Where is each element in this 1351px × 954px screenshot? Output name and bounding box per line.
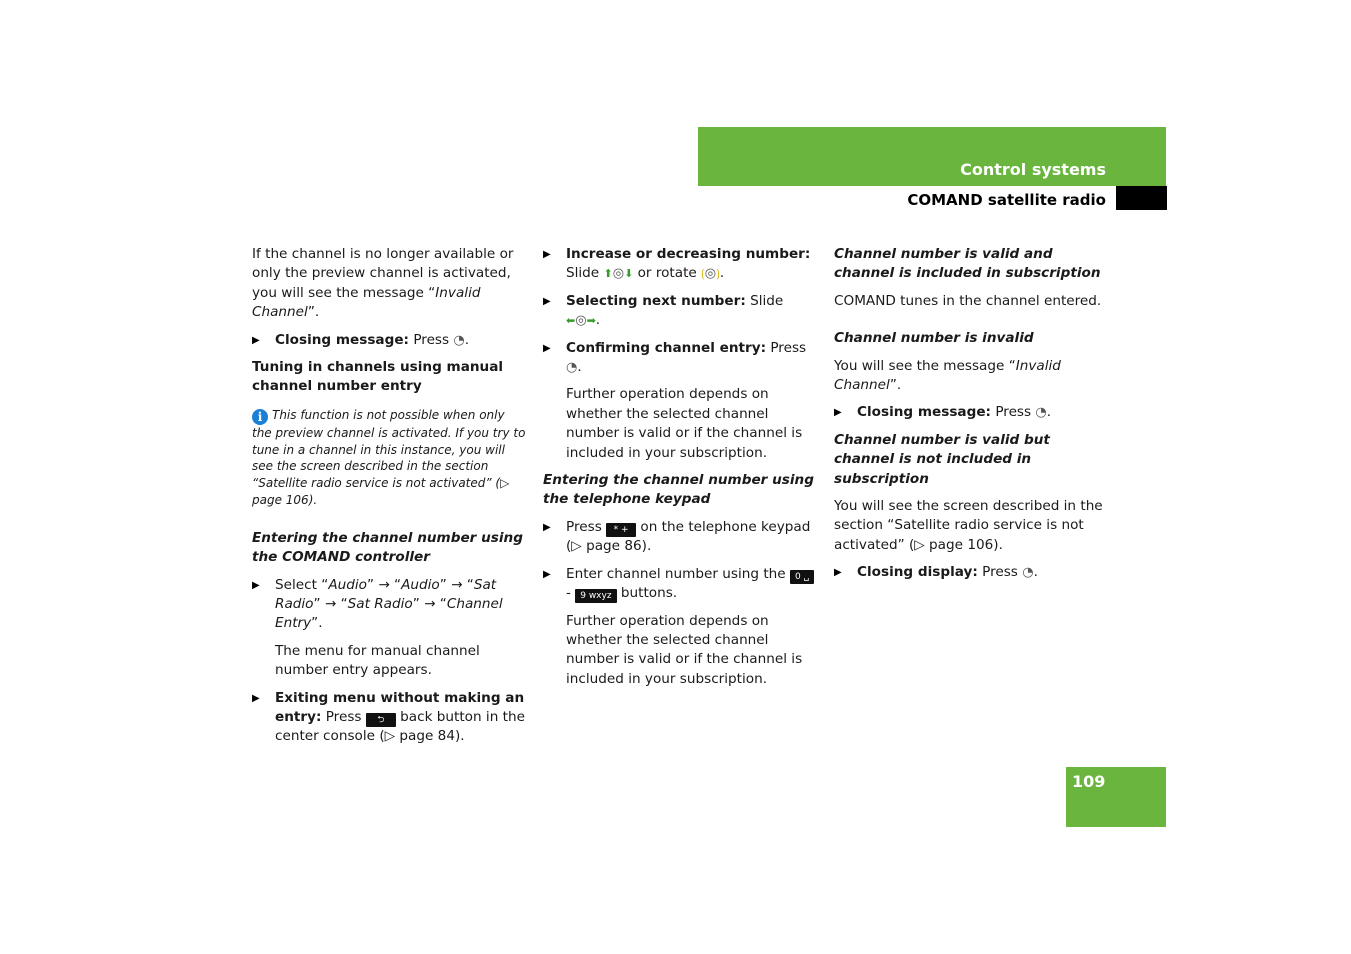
info-note: i This function is not possible when only the preview channel is activated. If you try to tune in a channel in this instance, you will see the screen described in the section “Satellite radio service is not activated” (▷ page 106). [252,407,526,508]
key-9-icon: 9 wxyz [575,589,616,603]
paragraph-indented: Further operation depends on whether the selected channel number is valid or if the channel is included in your subscription. [566,386,803,461]
column-1 [252,245,527,755]
header-marker [1116,186,1167,210]
bullet-enter-number: ▶ Enter channel number using the 0 ␣ - 9 wxyz buttons. [543,565,818,604]
section-title: Control systems [960,160,1106,179]
controller-press-icon: ◔ [1022,565,1034,581]
bullet-confirm-entry: ▶ Confirming channel entry: Press ◔. [543,339,818,378]
bullet-closing-message: ▶ Closing message: Press ◔. [252,331,527,350]
info-icon: i [252,409,268,425]
subheading-italic: Channel number is invalid [834,330,1034,347]
column-2 [543,245,818,697]
column-3 [834,245,1109,591]
section-subtitle: COMAND satellite radio [907,191,1106,209]
rotate-icon: ⟯ [716,267,720,281]
paragraph-indented: The menu for manual channel number entry appears. [275,642,480,679]
controller-press-icon: ◔ [453,332,465,348]
star-key-icon: * + [606,523,636,537]
controller-press-icon: ◔ [1035,405,1047,421]
controller-icon: ◎ [704,266,717,282]
paragraph: If the channel is no longer available or only the preview channel is activated, you will see the message “Invalid Channel”. [252,246,514,321]
controller-icon: ◎ [575,313,587,329]
paragraph: You will see the message “Invalid Channel”. [834,357,1061,394]
paragraph: You will see the screen described in the section “Satellite radio service is not activated” (▷ page 106). [834,498,1103,553]
subheading: Tuning in channels using manual channel number entry [252,359,504,395]
paragraph: COMAND tunes in the channel entered. [834,292,1102,309]
bullet-exit-menu: ▶ Exiting menu without making an entry: Press ⮌ back button in the center console (▷ page 84). [252,689,527,747]
rotate-icon: ⟮ [701,267,705,281]
subheading-italic: Entering the channel number using the COMAND controller [252,529,523,566]
controller-icon: ◎ [612,266,625,282]
bullet-press-star: ▶ Press * + on the telephone keypad (▷ page 86). [543,518,818,557]
slide-down-icon: ⬇ [624,267,634,281]
bullet-closing-display: ▶ Closing display: Press ◔. [834,563,1109,582]
bullet-closing-message: ▶ Closing message: Press ◔. [834,403,1109,422]
page-number: 109 [1072,772,1106,791]
slide-up-down-icon: ⬆ [603,267,613,281]
paragraph-indented: Further operation depends on whether the selected channel number is valid or if the channel is included in your subscription. [566,612,803,687]
slide-right-icon: ➡ [586,314,596,328]
controller-press-icon: ◔ [566,360,578,376]
subheading-italic: Channel number is valid and channel is included in subscription [834,246,1101,282]
bullet-select: ▶ Select “Audio” → “Audio” → “Sat Radio” → “Sat Radio” → “Channel Entry”. [252,576,527,634]
slide-left-icon: ⬅ [566,314,576,328]
key-0-icon: 0 ␣ [790,570,814,584]
bullet-next-number: ▶ Selecting next number: Slide ⬅◎➡. [543,292,818,331]
bullet-increase-decrease: ▶ Increase or decreasing number: Slide ⬆◎⬇ or rotate ⟮◎⟯. [543,245,818,284]
subheading-italic: Channel number is valid but channel is not included in subscription [834,431,1050,487]
back-button-icon: ⮌ [366,713,396,727]
subheading-italic: Entering the channel number using the telephone keypad [543,472,814,508]
